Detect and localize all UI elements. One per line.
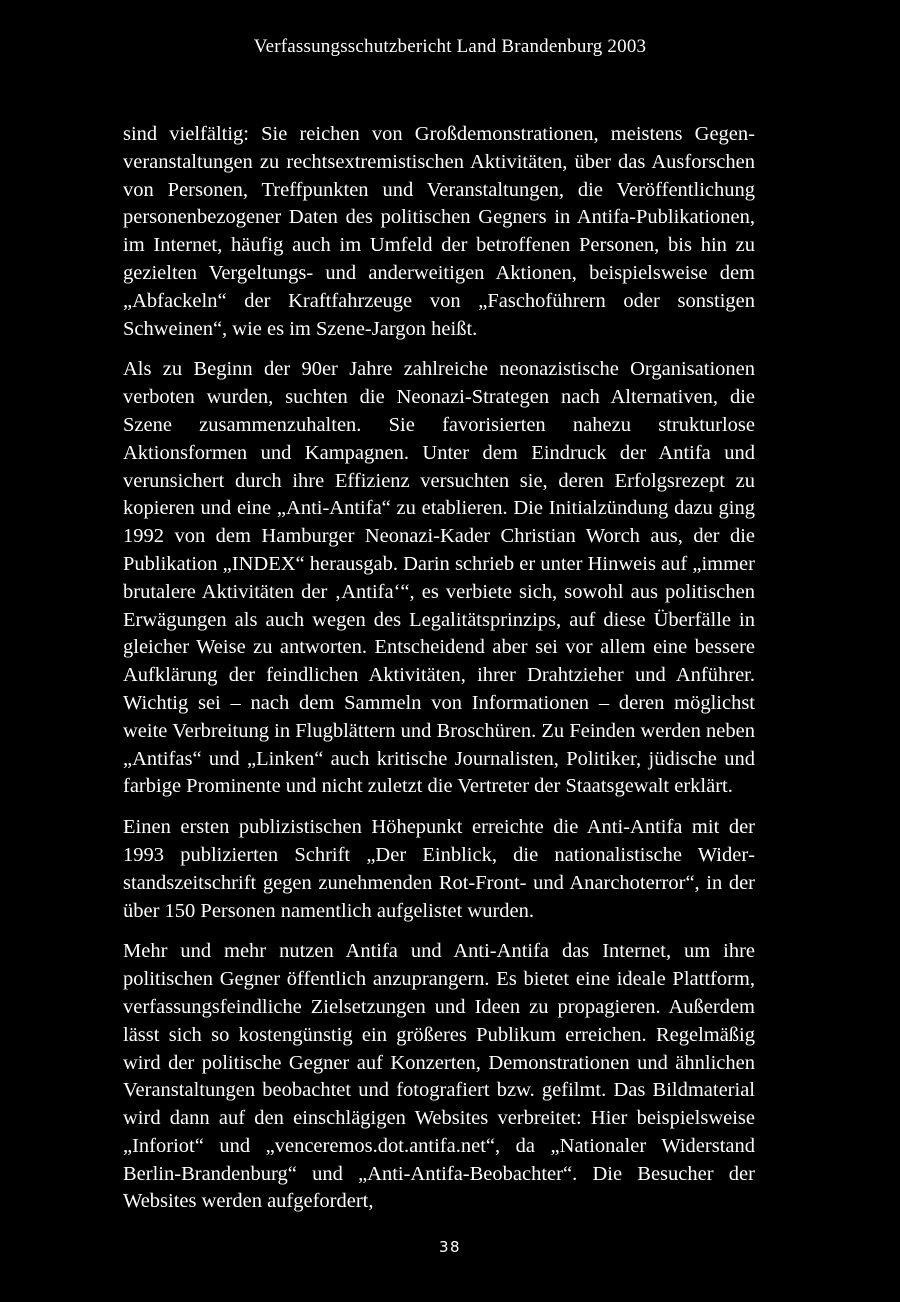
paragraph-3: Einen ersten publizistischen Höhepunkt erreichte die Anti-Antifa mit der 1993 publizierten Schrift „Der Einblick, die nationalistische Widerstandszeitschrift gegen zunehmenden Rot-Front- und Anarchoterror“, in der über 150 Personen namentlich aufgelistet wurden. bbox=[123, 816, 755, 922]
page-number: 38 bbox=[438, 1238, 462, 1256]
paragraph-2: Als zu Beginn der 90er Jahre zahlreiche neonazistische Organisationen verboten wurden, suchten die Neonazi-Strategen nach Alternativen, die Szene zusammenzuhalten. Sie favorisierten nahezu strukturlose Aktionsformen und Kampagnen. Unter dem Eindruck der Antifa und verunsichert durch ihre Effizienz versuchten sie, deren Erfolgsrezept zu kopieren und eine „Anti-Antifa“ zu etablieren. Die Initialzündung dazu ging 1992 von dem Hamburger Neonazi-Kader Christian Worch aus, der die Publikation „INDEX“ herausgab. Darin schrieb er unter Hinweis auf „immer brutalere Aktivitäten der ‚Antifa‘“, es verbiete sich, sowohl aus politischen Erwägungen als auch wegen des Legalitätsprinzips, auf diese Überfälle in gleicher Weise zu antworten. Entscheidend aber sei vor allem eine bessere Aufklärung der feindlichen Aktivitäten, ihrer Drahtzieher und Anführer. Wichtig sei – nach dem Sammeln von Informationen – deren möglichst weite Verbreitung in Flugblättern und Broschüren. Zu Feinden werden neben „Antifas“ und „Linken“ auch kritische Journalisten, Politiker, jüdische und farbige Prominente und nicht zuletzt die Vertreter der Staatsgewalt erklärt. bbox=[123, 358, 755, 798]
paragraph-4: Mehr und mehr nutzen Antifa und Anti-Antifa das Internet, um ihre politischen Gegner öffentlich anzuprangern. Es bietet eine ideale Plattform, verfassungsfeindliche Zielsetzungen und Ideen zu propagieren. Außerdem lässt sich so kostengünstig ein größeres Publikum erreichen. Regelmäßig wird der politische Gegner auf Konzerten, Demonstrationen und ähnlichen Veranstaltungen beobachtet und fotografiert bzw. gefilmt. Das Bildmaterial wird dann auf den einschlägigen Websites verbreitet: Hier beispielsweise „Inforiot“ und „venceremos.dot.antifa.net“, da „Nationaler Widerstand Berlin-Brandenburg“ und „Anti-Antifa-Beobachter“. Die Besucher der Websites werden aufgefordert, bbox=[123, 940, 755, 1213]
body-text bbox=[123, 121, 755, 1229]
running-header: Verfassungsschutzbericht Land Brandenburg 2003 bbox=[253, 36, 647, 57]
paragraph-1: sind vielfältig: Sie reichen von Großdemonstrationen, meistens Gegenveranstaltungen zu rechtsextremistischen Aktivitäten, über das Ausforschen von Personen, Treffpunkten und Veranstaltungen, die Veröffentlichung personenbezogener Daten des politischen Gegners in Antifa-Publikationen, im Internet, häufig auch im Umfeld der betroffenen Personen, bis hin zu gezielten Vergeltungs- und anderweitigen Aktionen, beispielsweise dem „Abfackeln“ der Kraftfahrzeuge von „Faschoführern oder sonstigen Schweinen“, wie es im Szene-Jargon heißt. bbox=[123, 123, 755, 340]
